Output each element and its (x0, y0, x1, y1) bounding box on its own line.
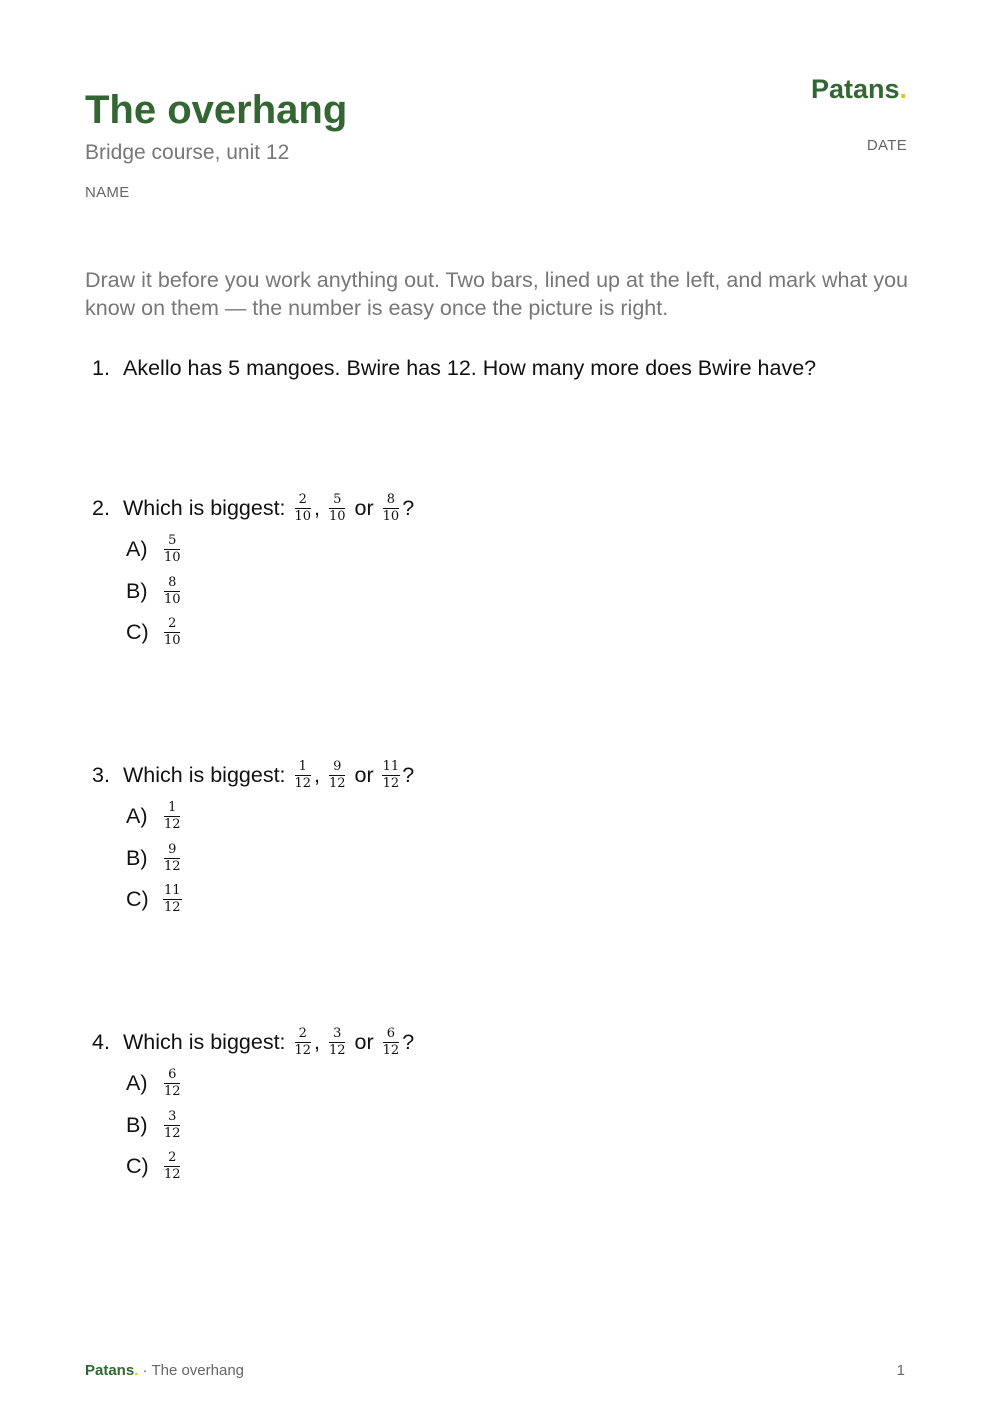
page-title: The overhang (85, 88, 348, 132)
option-c[interactable] (126, 617, 184, 648)
question-3: 3. Which is biggest: $\frac{1}{12}$ , $\frac{9}{12}$ or $\frac{11}{12}$ ? (92, 759, 415, 791)
footer-brand: Patans (85, 1362, 135, 1379)
brand-name: Patans (810, 74, 900, 104)
question-number: 2. (92, 496, 110, 520)
question-prompt: Which is biggest: (123, 1030, 286, 1054)
option-fraction: $\frac{2}{10}$ (164, 616, 181, 648)
option-letter: B) (126, 579, 148, 603)
fraction: $\frac{5}{10}$ (329, 492, 346, 524)
fraction: $\frac{9}{12}$ (329, 759, 346, 791)
fraction: $\frac{8}{10}$ (382, 492, 400, 524)
intro-text: Draw it before you work anything out. Two bars, lined up at the left, and mark what you know on them — the number is easy once the picture is right. (85, 268, 909, 320)
option-c[interactable] (126, 1151, 184, 1182)
option-fraction: $\frac{5}{10}$ (164, 533, 181, 565)
option-letter: A) (126, 1071, 148, 1095)
question-1 (92, 356, 816, 381)
option-letter: A) (126, 804, 148, 828)
option-fraction: $\frac{8}{10}$ (164, 575, 181, 607)
option-fraction: $\frac{2}{12}$ (164, 1150, 181, 1182)
fraction: $\frac{1}{12}$ (294, 759, 312, 791)
fraction: $\frac{11}{12}$ (382, 759, 400, 791)
option-fraction: $\frac{11}{12}$ (164, 883, 181, 915)
question-prompt: Which is biggest: (123, 496, 286, 520)
option-a[interactable] (126, 1068, 184, 1099)
option-b[interactable] (126, 1110, 184, 1141)
brand-dot: . (899, 74, 907, 104)
option-fraction: $\frac{6}{12}$ (164, 1067, 181, 1099)
name-label: NAME (85, 184, 130, 201)
fraction: $\frac{6}{12}$ (382, 1026, 400, 1058)
option-b[interactable] (126, 843, 184, 874)
option-letter: C) (126, 620, 149, 644)
option-fraction: $\frac{9}{12}$ (164, 842, 181, 874)
option-letter: C) (126, 1154, 149, 1178)
option-fraction: $\frac{3}{12}$ (164, 1109, 181, 1141)
footer-separator: · (142, 1362, 148, 1379)
footer-title: The overhang (151, 1362, 245, 1379)
option-letter: B) (126, 1113, 148, 1137)
fraction: $\frac{2}{12}$ (294, 1026, 312, 1058)
option-fraction: $\frac{1}{12}$ (164, 800, 181, 832)
brand-logo (811, 74, 907, 105)
question-text: Akello has 5 mangoes. Bwire has 12. How many more does Bwire have? (123, 356, 817, 380)
question-number: 3. (92, 763, 110, 787)
option-letter: B) (126, 846, 148, 870)
question-prompt: Which is biggest: (123, 763, 286, 787)
page-subtitle: Bridge course, unit 12 (85, 141, 290, 164)
fraction: $\frac{2}{10}$ (294, 492, 312, 524)
option-letter: C) (126, 887, 149, 911)
option-c[interactable] (126, 884, 184, 915)
option-b[interactable] (126, 576, 184, 607)
page-number: 1 (896, 1362, 905, 1379)
question-4: 4. Which is biggest: $\frac{2}{12}$ , $\frac{3}{12}$ or $\frac{6}{12}$ ? (92, 1026, 415, 1058)
option-a[interactable] (126, 801, 184, 832)
date-label: DATE (866, 137, 907, 154)
footer-brand-dot: . (134, 1362, 139, 1379)
option-letter: A) (126, 537, 148, 561)
option-a[interactable] (126, 534, 184, 565)
footer-left (85, 1362, 244, 1379)
question-number: 4. (92, 1030, 110, 1054)
fraction: $\frac{3}{12}$ (329, 1026, 346, 1058)
question-number: 1. (92, 356, 110, 380)
question-2: 2. Which is biggest: $\frac{2}{10}$ , $\frac{5}{10}$ or $\frac{8}{10}$ ? (92, 492, 415, 524)
